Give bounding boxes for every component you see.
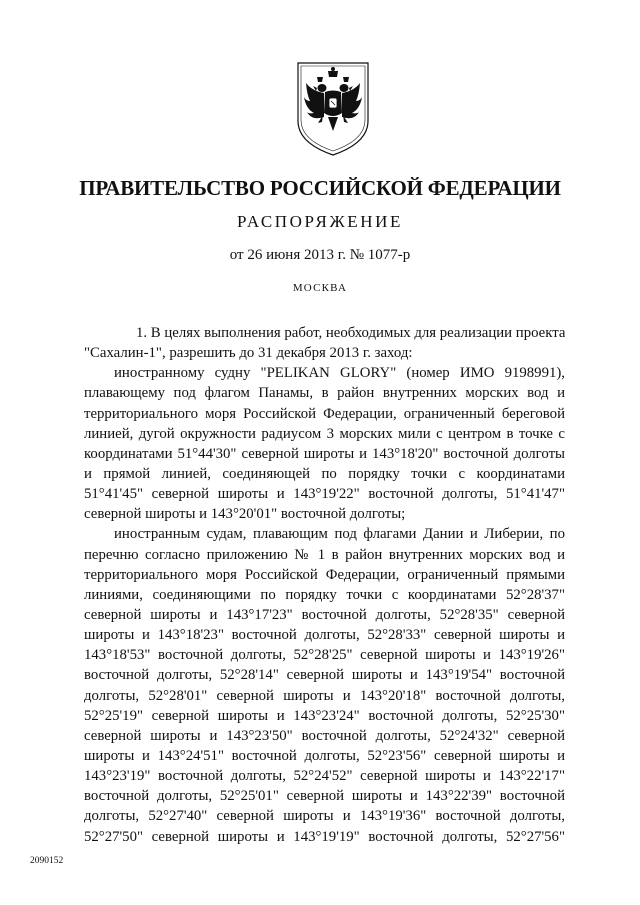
- body-line: и прямой линией, соединяющей по порядку точки с координатами: [84, 465, 565, 482]
- body-line: перечню согласно приложению № 1 в район внутренних морских вод и: [84, 546, 565, 563]
- body-line: северной широты и 143°17'23" восточной долготы, 52°28'35" северной: [84, 606, 565, 623]
- body-line: долготы, 52°28'01" северной широты и 143°20'18" восточной долготы,: [84, 687, 565, 704]
- organization-title: ПРАВИТЕЛЬСТВО РОССИЙСКОЙ ФЕДЕРАЦИИ: [79, 176, 561, 200]
- body-line: 52°27'50" северной широты и 143°19'19" восточной долготы, 52°27'56": [84, 828, 565, 845]
- coat-of-arms-icon: [292, 55, 374, 159]
- document-date-number: от 26 июня 2013 г. № 1077-р: [229, 247, 411, 263]
- body-line: 143°18'53" восточной долготы, 52°28'25" северной широты и 143°19'26": [84, 647, 565, 664]
- body-line: линиями, соединяющими по порядку точки с координатами 52°28'37": [84, 586, 565, 603]
- body-line: иностранному судну "PELIKAN GLORY" (номер ИМО 9198991),: [114, 365, 565, 382]
- body-line: восточной долготы, 52°28'14" северной широты и 143°19'54" восточной: [84, 667, 565, 684]
- body-line: 51°41'45" северной широты и 143°19'22" восточной долготы, 51°41'47": [84, 486, 565, 503]
- document-type: РАСПОРЯЖЕНИЕ: [236, 212, 404, 231]
- body-line: иностранным судам, плавающим под флагами Дании и Либерии, по: [114, 526, 565, 543]
- body-line: координатами 51°44'30" северной широты и 143°18'20" восточной долготы: [84, 445, 565, 462]
- body-line: широты и 143°18'23" восточной долготы, 52°28'33" северной широты и: [84, 627, 565, 644]
- body-line: линией, дугой окружности радиусом 3 морских мили с центром в точке с: [84, 425, 565, 442]
- body-line: 52°25'19" северной широты и 143°23'24" восточной долготы, 52°25'30": [84, 707, 565, 724]
- body-line: 143°23'19" восточной долготы, 52°24'52" северной широты и 143°22'17": [84, 768, 565, 785]
- body-line: северной широты и 143°20'01" восточной долготы;: [84, 506, 406, 523]
- footer-document-code: 2090152: [30, 856, 64, 866]
- body-line: "Сахалин-1", разрешить до 31 декабря 2013 г. заход:: [84, 345, 413, 362]
- body-line: территориального моря Российской Федерации, ограниченный прямыми: [84, 566, 565, 583]
- body-line: 1. В целях выполнения работ, необходимых для реализации проекта: [136, 325, 565, 341]
- body-line: долготы, 52°27'40" северной широты и 143°19'36" восточной долготы,: [84, 808, 565, 825]
- document-city: МОСКВА: [292, 282, 348, 294]
- body-line: широты и 143°24'51" восточной долготы, 52°23'56" северной широты и: [84, 747, 565, 764]
- body-line: восточной долготы, 52°25'01" северной широты и 143°22'39" восточной: [84, 788, 565, 805]
- body-line: территориального моря Российской Федерации, ограниченный береговой: [84, 405, 565, 422]
- document-body: [84, 323, 565, 847]
- body-line: плавающему под флагом Панамы, в район внутренних морских вод и: [84, 385, 565, 402]
- body-line: северной широты и 143°23'50" восточной долготы, 52°24'32" северной: [84, 727, 565, 744]
